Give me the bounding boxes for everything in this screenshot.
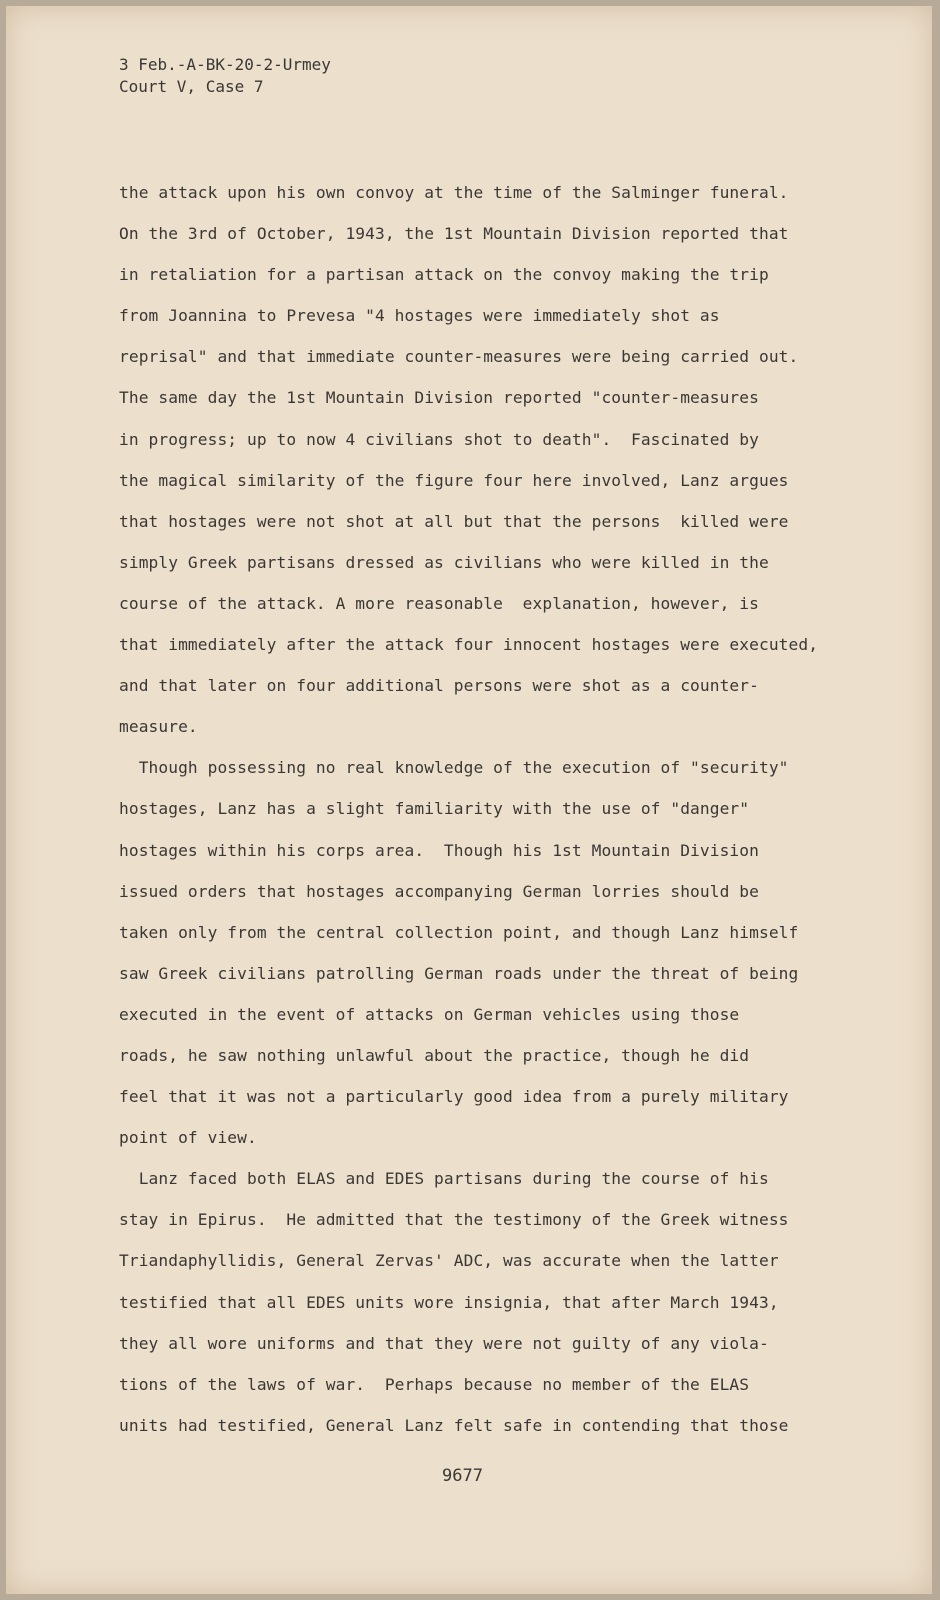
text-line: the magical similarity of the figure four here involved, Lanz argues	[119, 470, 789, 490]
text-line: point of view.	[119, 1128, 257, 1148]
text-line: saw Greek civilians patrolling German roads under the threat of being	[119, 963, 799, 983]
court-case: Court V, Case 7	[119, 77, 264, 96]
text-line: stay in Epirus. He admitted that the testimony of the Greek witness	[119, 1210, 789, 1230]
text-line: units had testified, General Lanz felt safe in contending that those	[119, 1415, 789, 1435]
document-reference: 3 Feb.-A-BK-20-2-Urmey	[119, 55, 331, 74]
text-line: On the 3rd of October, 1943, the 1st Mountain Division reported that	[119, 224, 789, 244]
text-line: hostages, Lanz has a slight familiarity with the use of "danger"	[119, 799, 750, 819]
page-number: 9677	[442, 1466, 483, 1486]
text-line: Lanz faced both ELAS and EDES partisans during the course of his	[119, 1169, 769, 1189]
document-body	[119, 172, 839, 1446]
text-line: roads, he saw nothing unlawful about the practice, though he did	[119, 1045, 750, 1065]
text-line: measure.	[119, 717, 198, 737]
text-line: that immediately after the attack four innocent hostages were executed,	[119, 635, 819, 655]
text-line: that hostages were not shot at all but that the persons killed were	[119, 511, 789, 531]
text-line: issued orders that hostages accompanying German lorries should be	[119, 881, 759, 901]
text-line: tions of the laws of war. Perhaps because no member of the ELAS	[119, 1374, 750, 1394]
text-line: in retaliation for a partisan attack on the convoy making the trip	[119, 265, 769, 285]
text-line: and that later on four additional persons were shot as a counter-	[119, 676, 759, 696]
text-line: taken only from the central collection point, and though Lanz himself	[119, 922, 799, 942]
text-line: Triandaphyllidis, General Zervas' ADC, was accurate when the latter	[119, 1251, 779, 1271]
text-line: from Joannina to Prevesa "4 hostages were immediately shot as	[119, 306, 720, 326]
text-line: reprisal" and that immediate counter-measures were being carried out.	[119, 347, 799, 367]
page-header	[119, 54, 331, 98]
text-line: in progress; up to now 4 civilians shot to death". Fascinated by	[119, 429, 759, 449]
document-page	[6, 6, 932, 1594]
text-line: hostages within his corps area. Though his 1st Mountain Division	[119, 840, 759, 860]
text-line: executed in the event of attacks on German vehicles using those	[119, 1004, 740, 1024]
text-line: testified that all EDES units wore insignia, that after March 1943,	[119, 1292, 779, 1312]
text-line: Though possessing no real knowledge of the execution of "security"	[119, 758, 789, 778]
text-line: The same day the 1st Mountain Division reported "counter-measures	[119, 388, 759, 408]
text-line: feel that it was not a particularly good idea from a purely military	[119, 1087, 789, 1107]
text-line: they all wore uniforms and that they were not guilty of any viola-	[119, 1333, 769, 1353]
text-line: the attack upon his own convoy at the time of the Salminger funeral.	[119, 183, 789, 202]
text-line: course of the attack. A more reasonable explanation, however, is	[119, 593, 759, 613]
text-line: simply Greek partisans dressed as civilians who were killed in the	[119, 552, 769, 572]
